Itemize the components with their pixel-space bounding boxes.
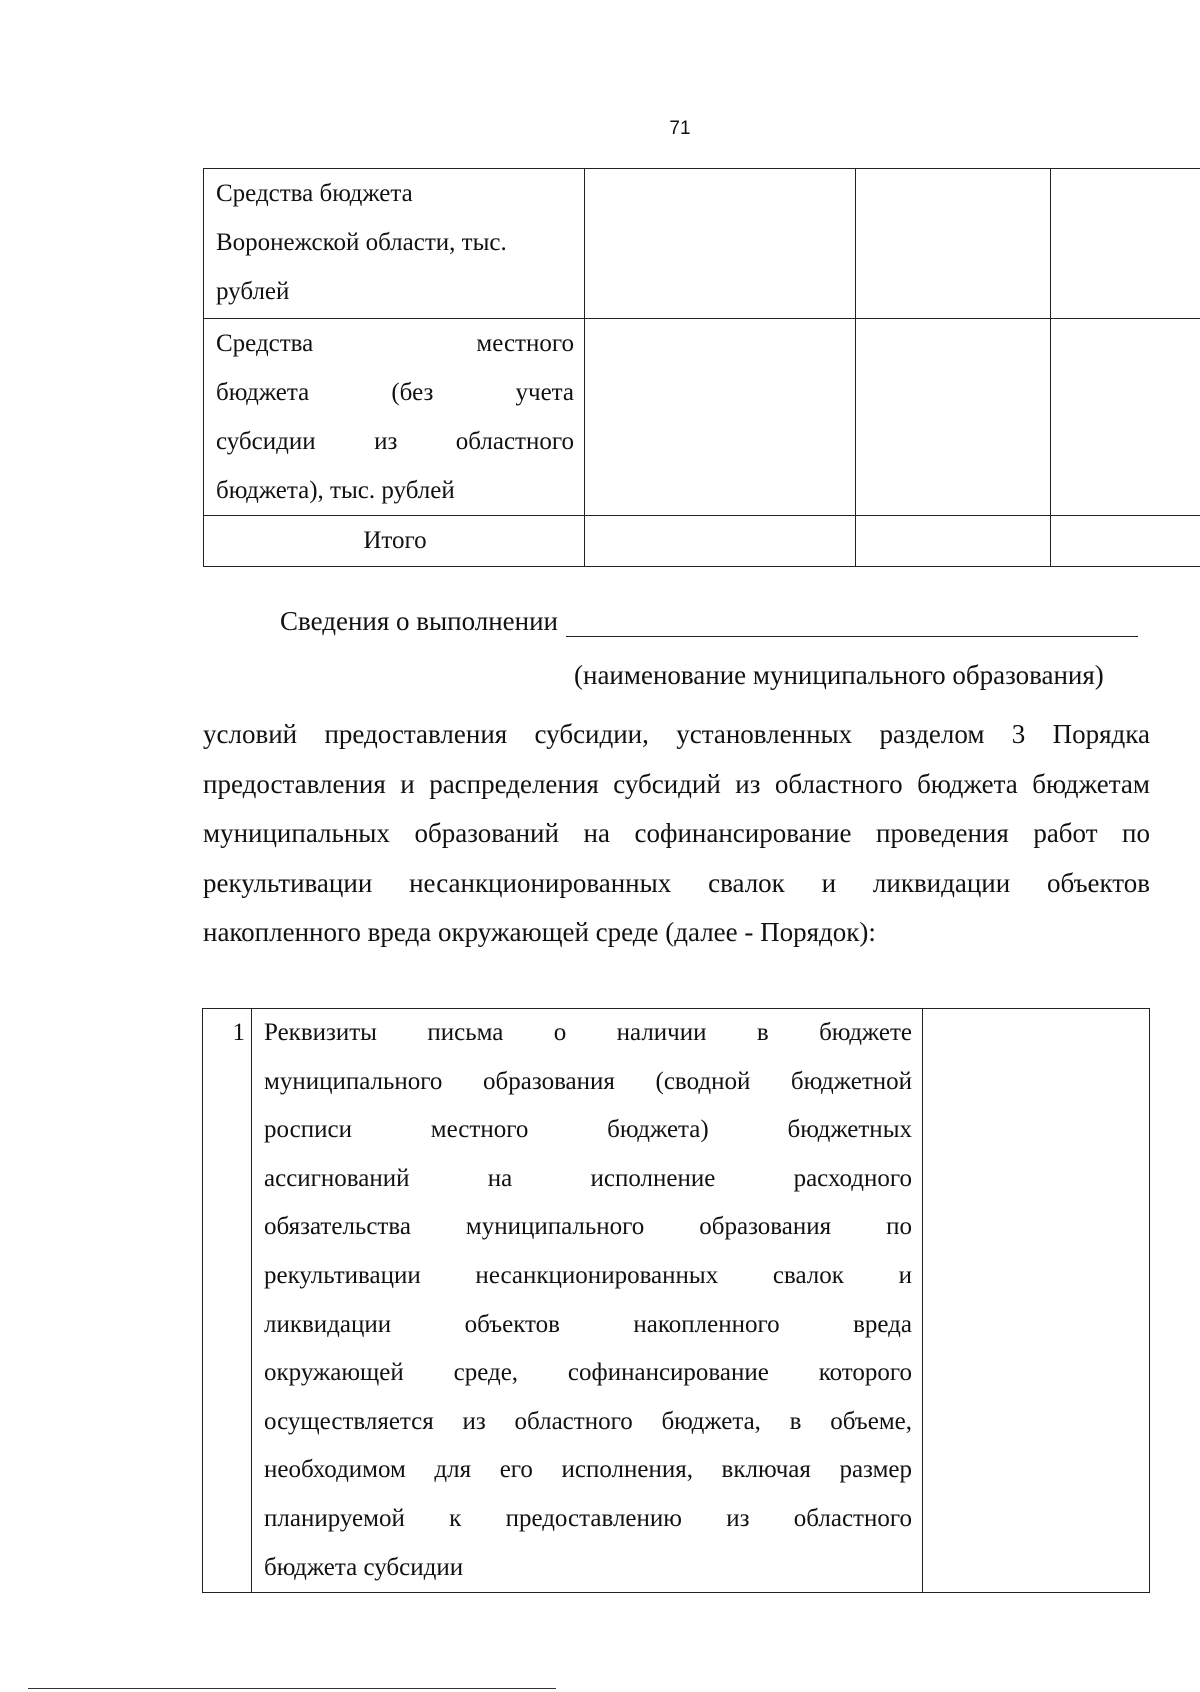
requirement-line: муниципального образования (сводной бюджетной xyxy=(264,1067,912,1095)
requirement-line: ассигнований на исполнение расходного xyxy=(264,1164,912,1192)
funding-row-label xyxy=(204,169,585,319)
table-cell xyxy=(585,169,856,319)
table-cell xyxy=(1051,516,1200,567)
statement-heading xyxy=(280,606,1138,637)
label-line: бюджета), тыс. рублей xyxy=(216,477,455,504)
paragraph-line: муниципальных образований на софинансирование проведения работ по xyxy=(203,818,1150,848)
table-row xyxy=(204,319,1200,516)
requirement-line: рекультивации несанкционированных свалок и xyxy=(264,1261,912,1289)
paragraph-line: накопленного вреда окружающей среде (далее - Порядок): xyxy=(203,917,876,947)
requirement-line: росписи местного бюджета) бюджетных xyxy=(264,1116,912,1144)
table-cell xyxy=(856,169,1051,319)
label-line: Итого xyxy=(363,527,427,554)
statement-note: (наименование муниципального образования) xyxy=(574,660,1104,690)
requirement-text xyxy=(252,1009,923,1593)
label-line: Средства бюджета xyxy=(216,180,413,207)
paragraph-line: предоставления и распределения субсидий из областного бюджета бюджетам xyxy=(203,768,1150,799)
table-cell xyxy=(585,516,856,567)
table-row xyxy=(204,169,1200,319)
paragraph-line: условий предоставления субсидии, установленных разделом 3 Порядка xyxy=(203,719,1150,749)
table-cell xyxy=(856,516,1051,567)
funding-table xyxy=(203,168,1200,567)
label-line: рублей xyxy=(216,278,290,305)
table-cell xyxy=(1051,169,1200,319)
row-number: 1 xyxy=(203,1009,252,1593)
table-row xyxy=(204,516,1200,567)
funding-row-label xyxy=(204,319,585,516)
value-cell xyxy=(923,1009,1150,1593)
table-cell xyxy=(1051,319,1200,516)
requirement-line: планируемой к предоставлению из областного xyxy=(264,1504,912,1532)
label-line: Средства местного xyxy=(216,330,574,357)
statement-intro: Сведения о выполнении xyxy=(280,606,559,636)
requirement-line: Реквизиты письма о наличии в бюджете xyxy=(264,1019,912,1046)
requirement-line: обязательства муниципального образования по xyxy=(264,1213,912,1241)
table-row xyxy=(203,1009,1150,1593)
blank-fill-line xyxy=(566,608,1138,637)
requirement-line: необходимом для его исполнения, включая размер xyxy=(264,1456,912,1484)
statement-paragraph xyxy=(203,710,1150,958)
conditions-table xyxy=(202,1008,1150,1593)
requirement-line: окружающей среде, софинансирование которого xyxy=(264,1359,912,1387)
bottom-rule xyxy=(28,1688,556,1689)
requirement-line: ликвидации объектов накопленного вреда xyxy=(264,1310,912,1338)
requirement-line: осуществляется из областного бюджета, в объеме, xyxy=(264,1407,912,1435)
label-line: бюджета (без учета xyxy=(216,379,574,406)
label-line: субсидии из областного xyxy=(216,428,574,455)
funding-total-label xyxy=(204,516,585,567)
requirement-line: бюджета субсидии xyxy=(264,1553,464,1581)
paragraph-line: рекультивации несанкционированных свалок и ликвидации объектов xyxy=(203,867,1150,898)
label-line: Воронежской области, тыс. xyxy=(216,229,507,256)
table-cell xyxy=(856,319,1051,516)
page-number: 71 xyxy=(669,118,691,139)
table-cell xyxy=(585,319,856,516)
